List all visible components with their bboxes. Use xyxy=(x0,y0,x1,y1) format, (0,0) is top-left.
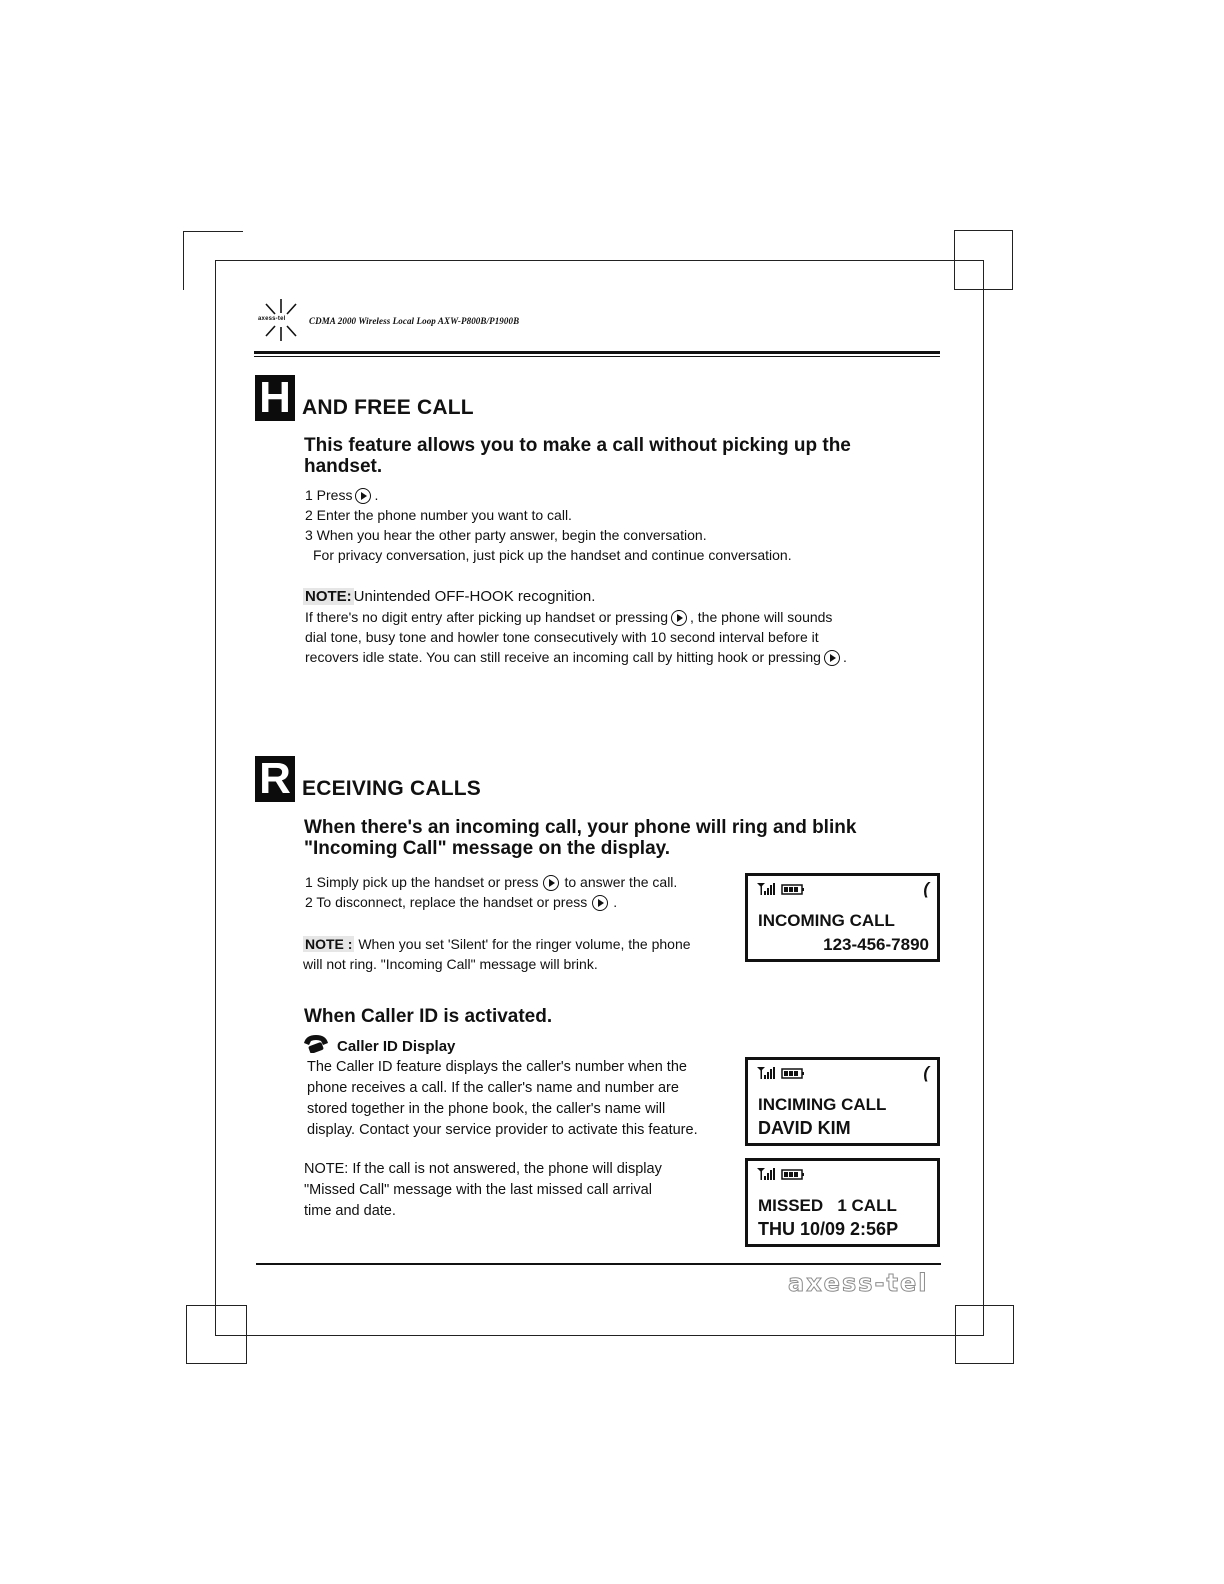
lcd-caller-name xyxy=(745,1057,940,1146)
missed-note-line3: time and date. xyxy=(304,1203,396,1219)
speaker-key-icon xyxy=(671,610,687,626)
speaker-key-icon xyxy=(592,895,608,911)
caller-id-line3: stored together in the phone book, the caller's name will xyxy=(307,1101,666,1117)
step3-text: 3 When you hear the other party answer, begin the conversation. xyxy=(305,527,707,543)
note-label: NOTE : xyxy=(305,936,353,952)
section1-note: NOTE: Unintended OFF-HOOK recognition. If there's no digit entry after picking up handset or pressing , the phone will sounds dial tone, busy tone and howler tone consecutively with 10 second interval before it recovers idle state. You can still receive an incoming call by hitting hook or pressing . xyxy=(303,587,943,667)
caller-id-paragraph xyxy=(307,1057,747,1141)
section2-initial: R xyxy=(255,756,295,802)
section2-title: ECEIVING CALLS xyxy=(302,777,481,800)
note-line3: recovers idle state. You can still receive an incoming call by hitting hook or pressing xyxy=(305,649,821,665)
section2-subtitle-line2: "Incoming Call" message on the display. xyxy=(304,838,671,859)
s2-step1a: 1 Simply pick up the handset or press xyxy=(305,874,539,890)
header-rule-thin xyxy=(254,356,940,357)
lcd2-line1: INCIMING CALL xyxy=(758,1095,887,1114)
missed-note-line1: NOTE: If the call is not answered, the phone will display xyxy=(304,1161,662,1177)
phone-icon xyxy=(302,1033,330,1053)
caller-id-display-label: Caller ID Display xyxy=(337,1038,456,1055)
signal-battery-icon xyxy=(756,1066,808,1080)
lcd1-line1: INCOMING CALL xyxy=(758,911,895,930)
header-rule-thick xyxy=(254,351,940,354)
step3b-text: For privacy conversation, just pick up the handset and continue conversation. xyxy=(313,547,792,563)
handset-status-icon: ( xyxy=(923,879,929,898)
step2-text: 2 Enter the phone number you want to call. xyxy=(305,507,572,523)
note-heading: Unintended OFF-HOOK recognition. xyxy=(353,588,596,605)
note-line2: dial tone, busy tone and howler tone consecutively with 10 second interval before it xyxy=(305,629,819,645)
section2-steps: 1 Simply pick up the handset or press to answer the call. 2 To disconnect, replace the handset or press . xyxy=(305,874,678,910)
missed-note-line2: "Missed Call" message with the last missed call arrival xyxy=(304,1182,652,1198)
lcd3-line2: THU 10/09 2:56P xyxy=(758,1219,899,1239)
step1-text: 1 Press xyxy=(305,487,353,503)
handset-status-icon: ( xyxy=(923,1063,929,1082)
note-line1a: If there's no digit entry after picking up handset or pressing xyxy=(305,609,668,625)
header-title: CDMA 2000 Wireless Local Loop AXW-P800B/P1900B xyxy=(309,316,520,326)
speaker-key-icon xyxy=(355,488,371,504)
lcd-missed-call xyxy=(745,1158,940,1247)
s2-step2: 2 To disconnect, replace the handset or press xyxy=(305,894,588,910)
footer-brand-logo: axess-tel xyxy=(788,1269,929,1297)
section2-note xyxy=(303,934,743,974)
note-label: NOTE: xyxy=(305,588,352,605)
section1-initial: H xyxy=(255,375,295,421)
s2-note-line1: When you set 'Silent' for the ringer volume, the phone xyxy=(358,936,691,952)
section1-steps: 1 Press . 2 Enter the phone number you want to call. 3 When you hear the other party answer, begin the conversation. For privacy conversation, just pick up the handset and continue conversation. xyxy=(305,485,925,565)
section2-subtitle-line1: When there's an incoming call, your phone will ring and blink xyxy=(304,817,857,838)
lcd-incoming-call xyxy=(745,873,940,962)
s2-step1b: to answer the call. xyxy=(564,874,678,890)
caller-id-line4: display. Contact your service provider to activate this feature. xyxy=(307,1122,698,1138)
missed-call-note xyxy=(304,1159,724,1222)
signal-battery-icon xyxy=(756,1167,808,1181)
lcd2-line2: DAVID KIM xyxy=(758,1118,851,1138)
header-logo-text: axess-tel xyxy=(258,316,286,322)
speaker-key-icon xyxy=(824,650,840,666)
section1-title: AND FREE CALL xyxy=(302,396,474,419)
caller-id-line2: phone receives a call. If the caller's name and number are xyxy=(307,1080,679,1096)
caller-id-line1: The Caller ID feature displays the caller's number when the xyxy=(307,1059,687,1075)
lcd1-line2: 123-456-7890 xyxy=(823,935,929,954)
lcd3-line1: MISSED 1 CALL xyxy=(758,1196,897,1215)
section1-subtitle: This feature allows you to make a call without picking up the handset. xyxy=(304,435,851,477)
speaker-key-icon xyxy=(543,875,559,891)
footer-rule xyxy=(256,1263,941,1265)
signal-battery-icon xyxy=(756,882,808,896)
note-line1b: , the phone will sounds xyxy=(690,609,833,625)
s2-note-line2: will not ring. "Incoming Call" message will brink. xyxy=(303,956,598,972)
caller-id-heading: When Caller ID is activated. xyxy=(304,1006,553,1027)
